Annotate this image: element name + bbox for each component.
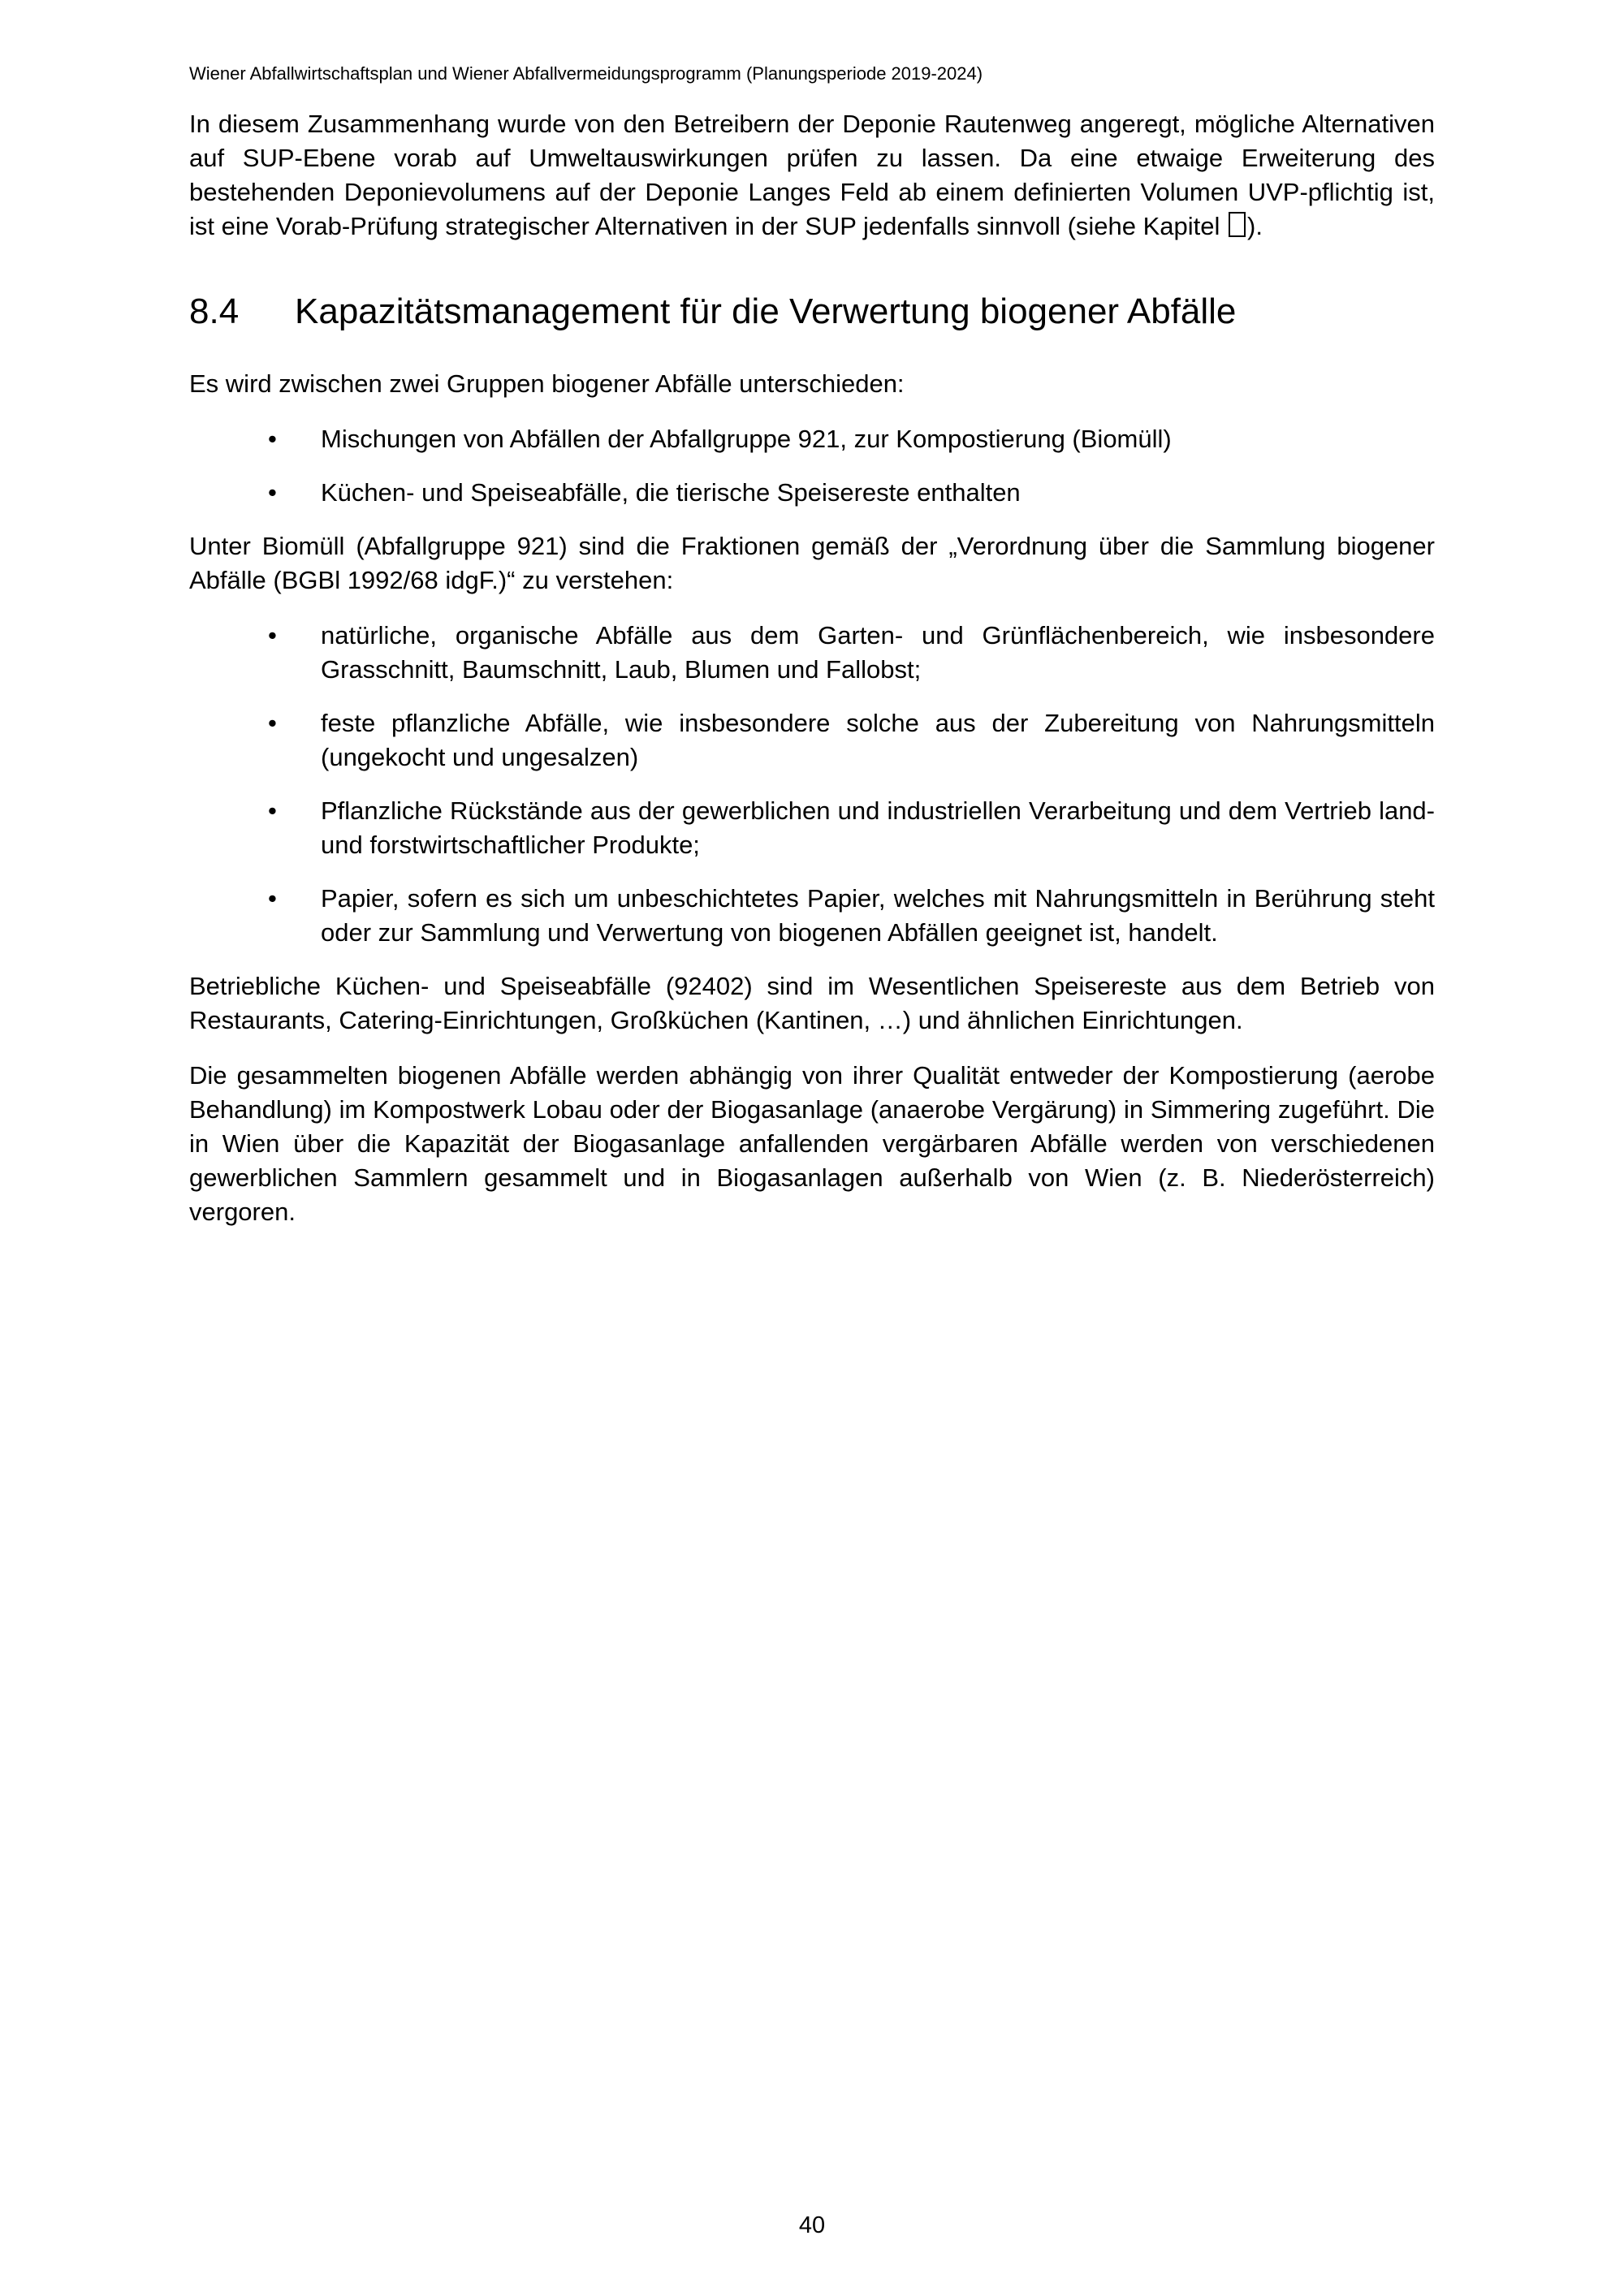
section-title: Kapazitätsmanagement für die Verwertung biogener Abfälle: [295, 291, 1237, 331]
list-item: • Papier, sofern es sich um unbeschichtetes Papier, welches mit Nahrungsmitteln in Berührung steht oder zur Sammlung und Verwertung von biogenen Abfällen geeignet ist, handelt.: [189, 882, 1435, 950]
list-item: • natürliche, organische Abfälle aus dem Garten- und Grünflächenbereich, wie insbesondere Grasschnitt, Baumschnitt, Laub, Blumen und Fallobst;: [189, 619, 1435, 687]
paragraph-groups-intro: Es wird zwischen zwei Gruppen biogener Abfälle unterschieden:: [189, 369, 905, 398]
chapter-reference-placeholder-box: [1229, 212, 1246, 237]
page-footer: [0, 2210, 1624, 2241]
bullet-list-fractions: [189, 619, 1435, 950]
page-number: 40: [798, 2212, 826, 2238]
page-header: [189, 62, 1435, 86]
paragraph-biomuell-definition: Unter Biomüll (Abfallgruppe 921) sind die Fraktionen gemäß der „Verordnung über die Sammlung biogener Abfälle (BGBl 1992/68 idgF.)“ zu verstehen:: [189, 532, 1435, 594]
paragraph-intro-text-end: ).: [1247, 212, 1263, 240]
page-header-text: Wiener Abfallwirtschaftsplan und Wiener Abfallvermeidungsprogramm (Planungsperiode 2019-2024): [189, 63, 983, 84]
bullet-list-groups: [189, 422, 1435, 510]
paragraph-treatment: Die gesammelten biogenen Abfälle werden abhängig von ihrer Qualität entweder der Kompostierung (aerobe Behandlung) im Kompostwerk Lobau oder der Biogasanlage (anaerobe Vergärung) in Simmering zugeführt. Die in Wien über die Kapazität der Biogasanlage anfallenden vergärbaren Abfälle werden von verschiedenen gewerblichen Sammlern gesammelt und in Biogasanlagen außerhalb von Wien (z. B. Niederösterreich) vergoren.: [189, 1061, 1435, 1226]
paragraph-intro: [189, 107, 1435, 244]
list-item: • feste pflanzliche Abfälle, wie insbesondere solche aus der Zubereitung von Nahrungsmitteln (ungekocht und ungesalzen): [189, 706, 1435, 775]
page-content: [189, 107, 1435, 1250]
paragraph-intro-text: In diesem Zusammenhang wurde von den Betreibern der Deponie Rautenweg angeregt, mögliche Alternativen auf SUP-Ebene vorab auf Umweltauswirkungen prüfen zu lassen. Da eine etwaige Erweiterung des bestehenden Deponievolumens auf der Deponie Langes Feld ab einem definierten Volumen UVP-pflichtig ist, ist eine Vorab-Prüfung strategischer Alternativen in der SUP jedenfalls sinnvoll (siehe Kapitel: [189, 110, 1435, 240]
section-heading: [189, 289, 1435, 334]
list-item: • Küchen- und Speiseabfälle, die tierische Speisereste enthalten: [189, 476, 1435, 510]
section-number: 8.4: [189, 291, 240, 331]
list-item: • Pflanzliche Rückstände aus der gewerblichen und industriellen Verarbeitung und dem Vertrieb land- und forstwirtschaftlicher Produkte;: [189, 794, 1435, 862]
paragraph-kitchen-waste: Betriebliche Küchen- und Speiseabfälle (92402) sind im Wesentlichen Speisereste aus dem Betrieb von Restaurants, Catering-Einrichtungen, Großküchen (Kantinen, …) und ähnlichen Einrichtungen.: [189, 972, 1435, 1034]
list-item: • Mischungen von Abfällen der Abfallgruppe 921, zur Kompostierung (Biomüll): [189, 422, 1435, 456]
